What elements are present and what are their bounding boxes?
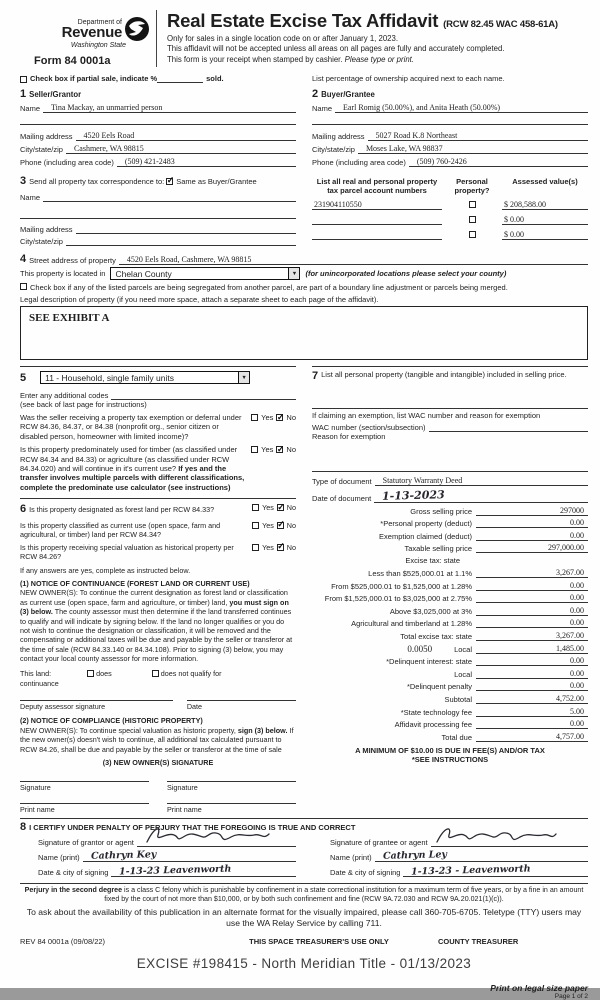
tier1-tax-value: 3,267.00	[476, 568, 588, 578]
does-qualify-checkbox[interactable]	[87, 670, 94, 677]
legal-description-value: SEE EXHIBIT A	[29, 312, 110, 324]
total-due-value: 4,757.00	[476, 732, 588, 742]
date-of-document-label: Date of document	[312, 494, 372, 503]
delinquent-interest-local-value: 0.00	[476, 669, 588, 679]
owner-signature-field-1: Signature	[20, 781, 149, 792]
form-header	[20, 10, 588, 67]
grantor-date-city-label: Date & city of signing	[38, 867, 109, 877]
timber-no-checkbox[interactable]	[276, 446, 283, 453]
grantee-signature-field	[431, 838, 588, 847]
street-address-value: 4520 Eels Road, Cashmere, WA 98815	[119, 255, 588, 265]
segregated-checkbox[interactable]	[20, 283, 27, 290]
wac-number-field[interactable]	[429, 423, 588, 432]
historical-no-checkbox[interactable]	[277, 544, 284, 551]
historical-yes-checkbox[interactable]	[252, 544, 259, 551]
partial-sale-checkbox[interactable]	[20, 76, 27, 83]
historical-question: Is this property receiving special valuation as historical property per RCW 84.26?	[20, 542, 234, 561]
parcels-col3-header: Assessed value(s)	[512, 177, 578, 186]
certify-statement: I CERTIFY UNDER PENALTY OF PERJURY THAT THE FOREGOING IS TRUE AND CORRECT	[29, 822, 356, 832]
delinquent-interest-state-value: 0.00	[476, 656, 588, 666]
timber-agriculture-question: Is this property predominately used for timber (as classified under RCW 84.34 and 84.33) or agriculture (as classified under RCW 84.34.020) and will continue in it's current use? If yes and the transfer involves multiple parcels with different classifications, complete the predominate use calculator (see instructions)	[20, 445, 245, 492]
owner-signature-field-2: Signature	[167, 781, 296, 792]
buyer-mailing-value: 5027 Road K.8 Northeast	[368, 131, 588, 141]
parcels-table	[312, 175, 588, 246]
local-tax-value: 1,485.00	[476, 644, 588, 654]
personal-property-heading: List all personal property (tangible and intangible) included in selling price.	[321, 370, 567, 379]
continuance-title: (1) NOTICE OF CONTINUANCE (FOREST LAND OR CURRENT USE)	[20, 579, 250, 589]
grantee-name-print-value: Cathryn Ley	[375, 850, 588, 862]
personal-property-checkbox-2[interactable]	[469, 216, 476, 223]
grantor-date-city-value: 1-13-23 Leavenworth	[111, 865, 296, 877]
continuance-body: NEW OWNER(S): To continue the current designation as forest land or classification as current use (open space, farm and agriculture, or timber) land, you must sign on (3) below. The county assessor must then determine if the land transferred continues to qualify and will indicate by signing below. If the land no longer qualifies or you do not wish to continue the designation or classification, it will be removed and the compensating or additional taxes will be due and payable by the seller or transferor at the time of sale (RCW 84.33.140 or 84.34.108). Prior to signing (3) below, you may contact your local county assessor for more information.	[20, 588, 293, 663]
county-note: (for unincorporated locations please select your county)	[305, 269, 507, 278]
buyer-csz-value: Moses Lake, WA 98837	[358, 144, 588, 154]
seller-heading: Seller/Grantor	[29, 90, 82, 99]
buyer-phone-value: (509) 760-2426	[409, 157, 588, 167]
seller-csz-value: Cashmere, WA 98815	[66, 144, 296, 154]
forest-no-checkbox[interactable]	[277, 504, 284, 511]
correspondence-label: Send all property tax correspondence to:	[29, 176, 165, 186]
personal-property-deduct-value: 0.00	[476, 518, 588, 528]
parcel-number-2	[312, 215, 442, 225]
section-seller: 1 Seller/Grantor Name Tina Mackay, an unmarried person Mailing address 4520 Eels Road City/state/zip Cashmere, WA 98815 Phone (including area code) (509) 421-2483	[20, 88, 296, 167]
additional-codes-note: (see back of last page for instructions)	[20, 400, 147, 409]
sold-label: sold.	[206, 74, 224, 83]
correspondence-mailing-field[interactable]	[76, 225, 296, 234]
deferral-no-checkbox[interactable]	[276, 414, 283, 421]
assessed-value-1: $ 208,588.00	[502, 200, 588, 210]
additional-codes-label: Enter any additional codes	[20, 391, 109, 400]
buyer-name-value: Earl Romig (50.00%), and Anita Heath (50.00%)	[335, 103, 588, 113]
grantee-signature	[433, 823, 559, 849]
partial-sale-label: Check box if partial sale, indicate %	[30, 74, 158, 83]
seller-name-value: Tina Mackay, an unmarried person	[43, 103, 296, 113]
partial-sale-percent-field[interactable]	[157, 74, 203, 83]
grantor-signature-label: Signature of grantor or agent	[38, 837, 134, 847]
see-instructions-note: *SEE INSTRUCTIONS	[411, 754, 489, 764]
total-excise-state-value: 3,267.00	[476, 631, 588, 641]
local-rate-value: 0.0050	[407, 643, 433, 654]
seller-mailing-value: 4520 Eels Road	[76, 131, 296, 141]
tier2-tax-value: 0.00	[476, 581, 588, 591]
minimum-due-note: A MINIMUM OF $10.00 IS DUE IN FEE(S) AND/OR TAX	[355, 745, 545, 755]
deputy-date-field: Date	[187, 700, 296, 711]
affidavit-processing-fee-value: 0.00	[476, 719, 588, 729]
county-select-value: Chelan County	[115, 268, 172, 279]
grantor-name-print-label: Name (print)	[38, 852, 80, 862]
this-land-label: This land:	[20, 669, 52, 679]
grantee-date-city-label: Date & city of signing	[330, 867, 401, 877]
owner-printname-field-1: Print name	[20, 803, 149, 814]
state-technology-fee-value: 5.00	[476, 707, 588, 717]
current-use-no-checkbox[interactable]	[277, 522, 284, 529]
forest-yes-checkbox[interactable]	[252, 504, 259, 511]
use-code-select[interactable]	[40, 371, 250, 384]
perjury-note: Perjury in the second degree is a class C felony which is punishable by confinement in a state correctional institution for a maximum term of five years, or by a fine in an amount fixed by the court of not more than $10,000, or by both such confinement and fine (RCW 9A.72.030 and RCW 9A.20.021(1)(c)).	[20, 883, 588, 904]
parcels-col1-header: List all real and personal property tax parcel account numbers	[316, 177, 438, 195]
treasurer-space-label: THIS SPACE TREASURER'S USE ONLY	[249, 936, 389, 946]
new-owner-signature-title: (3) NEW OWNER(S) SIGNATURE	[102, 757, 214, 767]
correspondence-name2-field[interactable]	[20, 210, 296, 219]
assessed-value-2: $ 0.00	[502, 215, 588, 225]
subtotal-value: 4,752.00	[476, 694, 588, 704]
alternate-format-note: To ask about the availability of this publication in an alternate format for the visually impaired, please call 360-705-6705. Teletype (TTY) users may use the WA Relay Service by calling 711.	[26, 907, 582, 929]
date-of-document-value: 1-13-2023	[374, 489, 588, 503]
seller-phone-value: (509) 421-2483	[117, 157, 296, 167]
rev-form-number: REV 84 0001a (09/08/22)	[20, 936, 106, 946]
grantee-date-city-value: 1-13-23 - Leavenworth	[403, 865, 588, 877]
excise-tax-state-header: Excise tax: state	[405, 556, 460, 566]
use-code-select-arrow-icon: ▼	[238, 372, 249, 383]
assessed-value-3: $ 0.00	[502, 230, 588, 240]
wac-number-label: WAC number (section/subsection)	[312, 423, 426, 432]
legal-description-label: Legal description of property (if you need more space, attach a separate sheet to each page of the affidavit).	[20, 295, 379, 304]
dept-of-label: Department of	[77, 19, 122, 26]
continuance-word: continuance	[20, 678, 59, 688]
compliance-body: NEW OWNER(S): To continue special valuation as historic property, sign (3) below. If the new owner(s) doesn't wish to continue, all additional tax calculated pursuant to RCW 84.26, shall be due and payable by the seller or transferor at the time of sale	[20, 725, 294, 754]
section-correspondence: 3 Send all property tax correspondence to: ✓ Same as Buyer/Grantee Name Mailing address City/state/zip	[20, 175, 296, 246]
page-title: Real Estate Excise Tax Affidavit (RCW 82.45 WAC 458-61A)	[167, 10, 558, 31]
revenue-wordmark: Revenue	[61, 24, 122, 41]
county-select-arrow-icon: ▼	[288, 268, 299, 279]
same-as-buyer-label: Same as Buyer/Grantee	[176, 176, 257, 186]
correspondence-csz-field[interactable]	[66, 237, 296, 246]
agency-logo-block	[20, 10, 152, 67]
revenue-swirl-logo-icon	[124, 16, 150, 44]
personal-property-checkbox-3[interactable]	[469, 231, 476, 238]
same-as-buyer-checkbox[interactable]	[166, 178, 173, 185]
excise-stamp: EXCISE #198415 - North Meridian Title - 01/13/2023	[136, 955, 472, 971]
street-address-label: Street address of property	[29, 256, 116, 265]
forest-land-question: Is this property designated as forest land per RCW 84.33?	[29, 505, 215, 514]
grantee-name-print-label: Name (print)	[330, 852, 372, 862]
deferral-yes-checkbox[interactable]	[251, 414, 258, 421]
type-of-document-value: Statutory Warranty Deed	[375, 476, 588, 486]
tier4-tax-value: 0.00	[476, 606, 588, 616]
grantor-signature-field	[137, 838, 296, 847]
does-not-qualify-checkbox[interactable]	[152, 670, 159, 677]
section-buyer: 2 Buyer/Grantee Name Earl Romig (50.00%), and Anita Heath (50.00%) Mailing address 5027 Road K.8 Northeast City/state/zip Moses Lake, WA 98837 Phone (including area code) (509) 760-2426	[312, 88, 588, 167]
segregated-label: Check box if any of the listed parcels are being segregated from another parcel, are part of a boundary line adjustment or parcels being merged.	[30, 283, 508, 292]
taxable-selling-price-value: 297,000.00	[476, 543, 588, 553]
grantor-name-print-value: Cathryn Key	[83, 850, 296, 862]
correspondence-name-field[interactable]	[43, 193, 296, 202]
current-use-question: Is this property classified as current use (open space, farm and agricultural, or timber) land per RCW 84.34?	[20, 520, 221, 539]
ownership-note: List percentage of ownership acquired next to each name.	[312, 74, 505, 83]
parcels-col2-header: Personal property?	[454, 177, 490, 195]
tier3-tax-value: 0.00	[476, 593, 588, 603]
buyer-heading: Buyer/Grantee	[321, 90, 375, 99]
washington-state-label: Washington State	[70, 42, 126, 49]
grantee-signature-label: Signature of grantee or agent	[330, 837, 428, 847]
current-use-yes-checkbox[interactable]	[252, 522, 259, 529]
gross-selling-price-value: 297000	[476, 506, 588, 516]
agricultural-timberland-value: 0.00	[476, 618, 588, 628]
located-in-label: This property is located in	[20, 269, 106, 278]
parcel-number-1: 231904110550	[312, 200, 442, 210]
personal-property-checkbox-1[interactable]	[469, 201, 476, 208]
form-number: Form 84 0001a	[34, 55, 111, 67]
page-number: Page 1 of 2	[554, 992, 588, 1000]
exemption-note: If claiming an exemption, list WAC number and reason for exemption	[312, 408, 588, 420]
exemption-deferral-question: Was the seller receiving a property tax exemption or deferral under RCW 84.36, 84.37, or 84.38 (nonprofit org., senior citizen or disabled person, homeowner with limited income)?	[20, 413, 242, 441]
print-legal-size-note: Print on legal size paper	[490, 982, 588, 993]
rcw-reference: (RCW 82.45 WAC 458-61A)	[443, 19, 558, 30]
section-personal-property: 7 List all personal property (tangible and intangible) included in selling price. If claiming an exemption, list WAC number and reason for exemption WAC number (section/subsection) Reason for exemption	[312, 366, 588, 471]
section-property: 4 Street address of property 4520 Eels Road, Cashmere, WA 98815 This property is located in Chelan County ▼ (for unincorporated locations please select your county) Check box if any of the listed parcels are being segregated from another parcel, are part of a boundary line adjustment or parcels being merged. Legal description of property (if you need more space, attach a separate sheet to each page of the affidavit). SEE EXHIBIT A	[20, 253, 588, 360]
county-treasurer-label: COUNTY TREASURER	[438, 936, 519, 946]
owner-printname-field-2: Print name	[167, 803, 296, 814]
additional-codes-field[interactable]	[111, 391, 296, 400]
reason-exemption-label: Reason for exemption	[312, 432, 386, 441]
county-select[interactable]	[110, 267, 300, 280]
header-instructions: Only for sales in a single location code on or after January 1, 2023. This affidavit will not be accepted unless all areas on all pages are fully and accurately completed. This form is your receipt when stamped by cashier. Please type or print.	[167, 34, 505, 64]
parcel-number-3	[312, 230, 442, 240]
buyer-name2-field[interactable]	[312, 116, 588, 125]
section-tax-computation: Type of document Statutory Warranty Deed Date of document 1-13-2023 Gross selling price 297000 *Personal property (deduct) 0.00 Exemption claimed (deduct) 0.00 Taxable selling price 297,000.00 Excise tax: state Less than $525,000.01 at 1.1% 3,267.00 From $525,000.01 to $1,525,000 at 1.28% 0.00 From $1,525,000.01 to $3,025,000 at 2.75% 0.00 Above $3,025,000 at 3% 0.00 Agricultural and timberland at 1.28% 0.00 Total excise tax: state 3,267.00 0.0050 Local 1,485.00 *Delinquent interest: state 0.00 Local 0.00 *Delinquent penalty 0.00 Subtotal 4,752.00 *State technology fee 5.00 Affidavit processing fee 0.00 Total due 4,757.00 A MINIMUM OF $10.00 IS DUE IN FEE(S) AND/OR TAX *SEE INSTRUCTIONS	[312, 471, 588, 764]
section-designation: 6 Is this property designated as forest land per RCW 84.33? Yes ✓ No Is this property classified as current use (open space, farm and agricultural, or timber) land per RCW 84.34? Yes ✓ No Is this property receiving special valuation as historical property per RCW 84.26? Yes ✓ No If any answers are yes, complete as instructed below. (1) NOTICE OF CONTINUANCE (FOREST LAND OR CURRENT USE) NEW OWNER(S): To continue the current designation as forest land or classification as current use (open space, farm and agriculture, or timber) land, you must sign on (3) below. The county assessor must then determine if the land transferred continues to qualify and will indicate by signing below. If the land no longer qualifies or you do not wish to continue the designation or classification, it will be removed and the compensating or additional taxes will be due and payable by the seller or transferor at the time of sale (RCW 84.33.140 or 84.34.108). Prior to signing (3) below, you may contact your local county assessor for more information. This land: does does not qualify for continuance Deputy assessor signature Date (2) NOTICE OF COMPLIANCE (HISTORIC PROPERTY) NEW OWNER(S): To continue special valuation as historic property, sign (3) below. If the new owner(s) doesn't wish to continue, all additional tax calculated pursuant to RCW 84.26, shall be due and payable by the seller or transferor at the time of sale (3) NEW OWNER(S) SIGNATURE Signature Signature Print name Print name	[20, 498, 296, 814]
delinquent-penalty-value: 0.00	[476, 681, 588, 691]
if-yes-note: If any answers are yes, complete as instructed below.	[20, 565, 191, 575]
section-certify: 8 I CERTIFY UNDER PENALTY OF PERJURY THAT THE FOREGOING IS TRUE AND CORRECT Signature of grantor or agent Name (print) Cathryn Key Date & city of signing 1-13-23 Leavenworth Signature of grantee or agent Name (print) Cathryn Ley Date & city of signing 1-13-23 - Leavenworth	[20, 818, 588, 877]
seller-name2-field[interactable]	[20, 116, 296, 125]
timber-yes-checkbox[interactable]	[251, 446, 258, 453]
grantor-signature	[141, 824, 273, 848]
section-use-code: 5 11 - Household, single family units ▼ Enter any additional codes (see back of last page for instructions) Was the seller receiving a property tax exemption or deferral under RCW 84.36, 84.37, or 84.38 (nonprofit org., senior citizen or disabled person, homeowner with limited income)? Yes ✓ No Is this property predominately used for timber (as classified under RCW 84.34 and 84.33) or agriculture (as classified under RCW 84.34.020) and will continue in it's current use? If yes and the transfer involves multiple parcels with different classifications, complete the predominate use calculator (see instructions) Yes ✓ No	[20, 366, 296, 492]
legal-description-box	[20, 306, 588, 360]
use-code-select-value: 11 - Household, single family units	[45, 372, 174, 383]
type-of-document-label: Type of document	[312, 477, 372, 486]
deputy-assessor-signature-field: Deputy assessor signature	[20, 700, 173, 711]
compliance-title: (2) NOTICE OF COMPLIANCE (HISTORIC PROPERTY)	[20, 716, 203, 726]
exemption-claimed-value: 0.00	[476, 531, 588, 541]
